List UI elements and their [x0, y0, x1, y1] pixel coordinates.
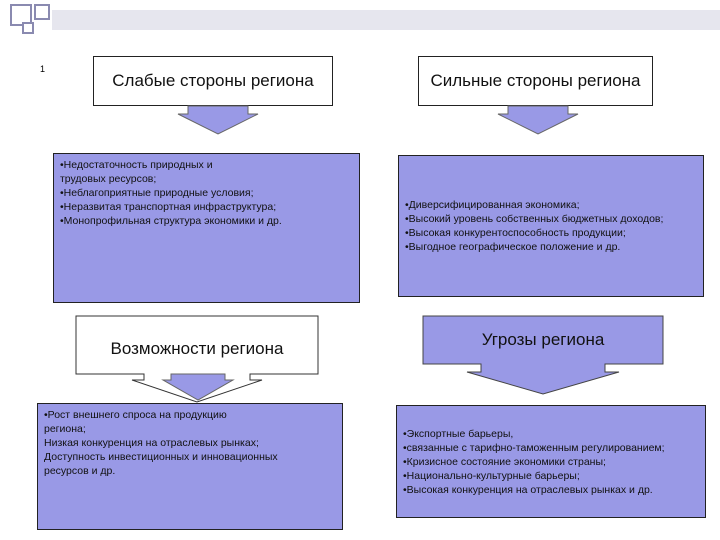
strong-sides-title: Сильные стороны региона	[430, 71, 641, 90]
list-item: •Неразвитая транспортная инфраструктура;	[60, 201, 277, 213]
weak-sides-title-box	[93, 56, 333, 106]
list-item: •Рост внешнего спроса на продукцию	[44, 409, 227, 421]
list-item: •связанные с тарифно-таможенным регулированием;	[403, 441, 665, 454]
strong-down-arrow	[498, 106, 578, 136]
opportunities-title: Возможности региона	[110, 339, 284, 358]
list-item: региона;	[44, 423, 86, 435]
opportunities-title-box	[76, 316, 318, 374]
threats-title-box	[423, 316, 663, 364]
list-item: •Кризисное состояние экономики страны;	[403, 455, 606, 468]
strong-sides-box	[398, 155, 704, 297]
threats-title: Угрозы региона	[481, 330, 605, 349]
opportunities-box	[37, 403, 343, 530]
threats-box	[396, 405, 706, 518]
list-item: •Экспортные барьеры,	[403, 427, 514, 440]
list-item: •Монопрофильная структура экономики и др.	[60, 215, 282, 227]
top-decor-bar	[52, 10, 720, 30]
list-item: Низкая конкуренция на отраслевых рынках;	[44, 437, 259, 449]
list-item: ресурсов и др.	[44, 465, 116, 477]
list-item: •Высокая конкурентоспособность продукции;	[405, 227, 626, 239]
slide-number: 1	[40, 64, 46, 74]
list-item: трудовых ресурсов;	[60, 173, 157, 185]
weak-sides-title: Слабые стороны региона	[112, 71, 314, 90]
list-item: •Выгодное географическое положение и др.	[405, 241, 621, 253]
list-item: •Неблагоприятные природные условия;	[60, 187, 254, 199]
list-item: •Высокий уровень собственных бюджетных доходов;	[405, 213, 664, 225]
opportunities-down-arrow	[163, 374, 233, 402]
decor-square	[34, 4, 50, 20]
weak-sides-box	[53, 153, 360, 303]
list-item: •Недостаточность природных и	[60, 159, 213, 171]
weak-down-arrow	[178, 106, 258, 136]
decor-square	[22, 22, 34, 34]
list-item: •Высокая конкуренция на отраслевых рынках и др.	[403, 483, 653, 496]
list-item: •Национально-культурные барьеры;	[403, 469, 580, 482]
list-item: Доступность инвестиционных и инновационных	[44, 451, 278, 463]
strong-sides-title-box	[418, 56, 653, 106]
list-item: •Диверсифицированная экономика;	[405, 199, 580, 211]
